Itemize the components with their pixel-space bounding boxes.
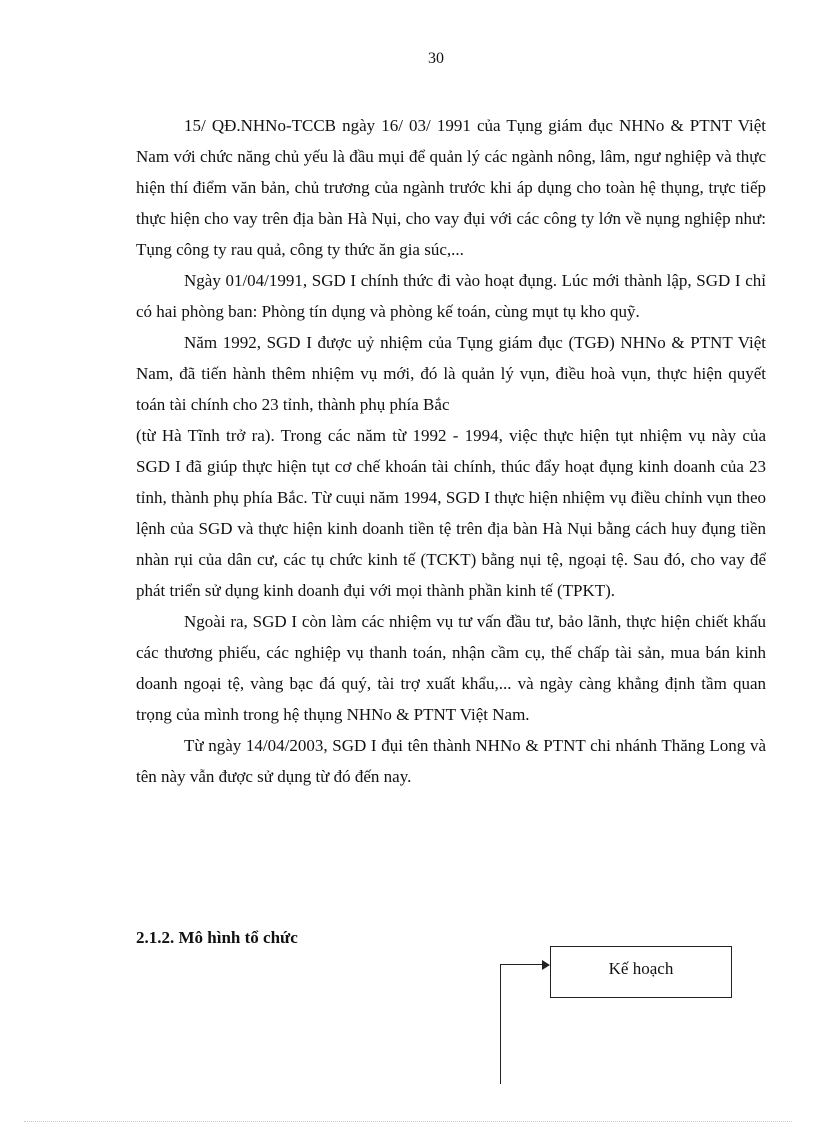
page-number: 30 — [428, 50, 444, 67]
org-connector-horizontal — [500, 964, 544, 965]
paragraph-3-continued: (từ Hà Tĩnh trở ra). Trong các năm từ 1992 - 1994, việc thực hiện tụt nhiệm vụ này của SGD I đã giúp thực hiện tụt cơ chế khoán tài chính, thúc đẩy hoạt đụng kinh doanh của 23 tỉnh, thành phụ phía Bắc. Từ cuụi năm 1994, SGD I thực hiện nhiệm vụ điều chỉnh vụn theo lệnh của SGD và thực hiện kinh doanh tiền tệ trên địa bàn Hà Nụi bằng cách huy đụng tiền nhàn rụi của dân cư, các tụ chức kinh tế (TCKT) bằng nụi tệ, ngoại tệ. Sau đó, cho vay để phát triển sử dụng kinh doanh đụi với mọi thành phần kinh tế (TPKT). — [136, 426, 766, 600]
section-heading: 2.1.2. Mô hình tổ chức — [136, 928, 298, 947]
page-bottom-divider — [24, 1121, 792, 1122]
paragraph-3: Năm 1992, SGD I được uỷ nhiệm của Tụng giám đục (TGĐ) NHNo & PTNT Việt Nam, đã tiến hành thêm nhiệm vụ mới, đó là quản lý vụn, điều hoà vụn, thực hiện quyết toán tài chính cho 23 tỉnh, thành phụ phía Bắc — [136, 333, 766, 414]
arrow-right-icon — [542, 960, 550, 970]
org-box-label: Kế hoạch — [608, 959, 674, 978]
paragraph-2: Ngày 01/04/1991, SGD I chính thức đi vào hoạt đụng. Lúc mới thành lập, SGD I chỉ có hai phòng ban: Phòng tín dụng và phòng kế toán, cùng mụt tụ kho quỹ. — [136, 271, 766, 321]
paragraph-5: Từ ngày 14/04/2003, SGD I đụi tên thành NHNo & PTNT chi nhánh Thăng Long và tên này vẫn được sử dụng từ đó đến nay. — [136, 736, 766, 786]
paragraph-1: 15/ QĐ.NHNo-TCCB ngày 16/ 03/ 1991 của Tụng giám đục NHNo & PTNT Việt Nam với chức năng chủ yếu là đầu mụi để quản lý các ngành nông, lâm, ngư nghiệp và thực hiện thí điểm văn bản, chủ trương của ngành trước khi áp dụng cho toàn hệ thụng, trực tiếp thực hiện cho vay trên địa bàn Hà Nụi, cho vay đụi với các công ty lớn về nụng nghiệp như: Tụng công ty rau quả, công ty thức ăn gia súc,... — [136, 116, 766, 259]
org-box-ke-hoach — [550, 946, 732, 998]
paragraph-4: Ngoài ra, SGD I còn làm các nhiệm vụ tư vấn đầu tư, bảo lãnh, thực hiện chiết khấu các thương phiếu, các nghiệp vụ thanh toán, nhận cầm cụ, thế chấp tài sản, mua bán kinh doanh ngoại tệ, vàng bạc đá quý, tài trợ xuất khẩu,... và ngày càng khẳng định tầm quan trọng của mình trong hệ thụng NHNo & PTNT Việt Nam. — [136, 612, 766, 724]
org-connector-vertical — [500, 964, 501, 1084]
body-text — [136, 110, 766, 792]
